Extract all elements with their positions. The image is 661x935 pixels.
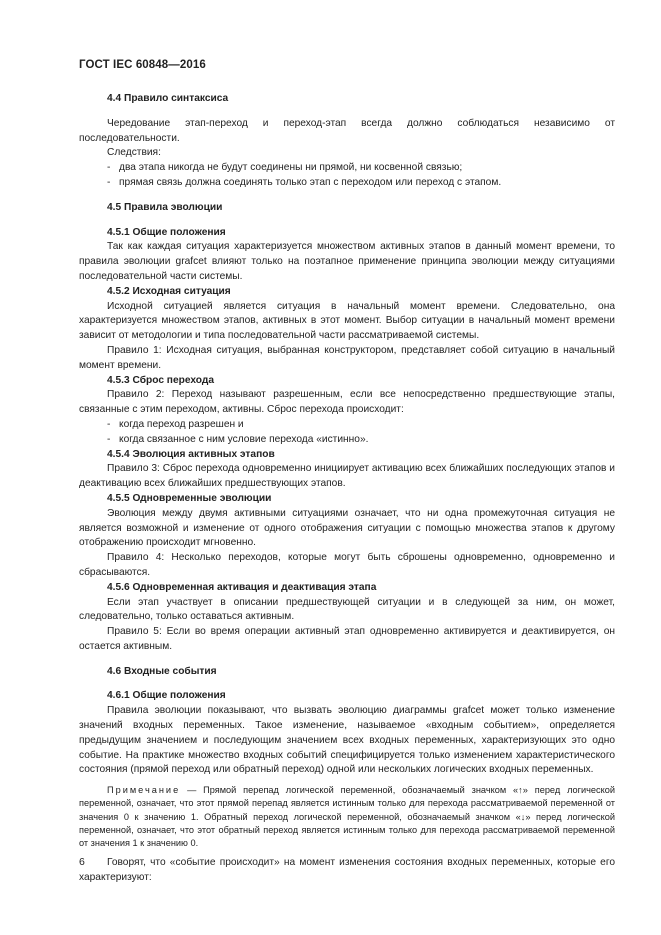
section-4-5-1-title: 4.5.1 Общие положения: [107, 226, 226, 238]
section-4-5-title: 4.5 Правила эволюции: [107, 201, 223, 213]
note-text: — Прямой перепад логической переменной, обозначаемый значком «↑» перед логической переменной, означает, что этот прямой перепад является истинным только для перехода рассматриваемой переменной от значения 0 к значению 1. Обратный переход логической переменной, обозначаемый значком «↓» перед логической переменной, означает, что этот обратный переход является истинным только для перехода рассматриваемой переменной от значения 1 к значению 0.: [79, 785, 615, 849]
paragraph: Исходной ситуацией является ситуация в начальный момент времени. Следовательно, она характеризуется множеством этапов, активных в этот момент. Выбор ситуации в начальный момент времени зависит от методологии и типа последовательной части рассматриваемой системы.: [79, 300, 615, 342]
note: [79, 784, 615, 850]
paragraph: Говорят, что «событие происходит» на момент изменения состояния входных переменных, которые его характеризуют:: [79, 857, 615, 884]
paragraph: Правило 1: Исходная ситуация, выбранная конструктором, представляет собой ситуацию в начальный момент времени.: [79, 344, 615, 371]
list-item: - два этапа никогда не будут соединены ни прямой, ни косвенной связью;: [79, 161, 615, 176]
paragraph: Если этап участвует в описании предшествующей ситуации и в следующей за ним, он может, следовательно, только оставаться активным.: [79, 596, 615, 623]
paragraph: Чередование этап-переход и переход-этап всегда должно соблюдаться независимо от последовательности.: [79, 117, 615, 144]
section-4-5-5-title: 4.5.5 Одновременные эволюции: [107, 492, 272, 504]
list-item: - когда переход разрешен и: [79, 418, 615, 433]
section-4-4-title: 4.4 Правило синтаксиса: [107, 93, 229, 104]
section-4-5-6-title: 4.5.6 Одновременная активация и деактивация этапа: [107, 581, 377, 593]
list-item: - когда связанное с ним условие перехода «истинно».: [79, 433, 615, 448]
paragraph: Правило 3: Сброс перехода одновременно инициирует активацию всех ближайших последующих этапов и деактивацию всех ближайших предшествующих этапов.: [79, 463, 615, 490]
list-item: - прямая связь должна соединять только этап с переходом или переход с этапом.: [79, 176, 615, 191]
dash-marker: -: [107, 162, 111, 174]
paragraph: Правила эволюции показывают, что вызвать эволюцию диаграммы grafcet может только изменение значений входных переменных. Такое изменение, называемое «входным событием», определяется предыдущим значением и последующим значением всех входных переменных, характеризующих это одно событие. На практике множество входных событий специфицируется только изменением характеристического состояния (прямой переход или обратный переход) одной или нескольких логических входных переменных.: [79, 705, 615, 776]
section-4-5-3-title: 4.5.3 Сброс перехода: [107, 374, 215, 386]
section-4-5-4-title: 4.5.4 Эволюция активных этапов: [107, 448, 275, 460]
document-body: [79, 92, 615, 886]
document-header: ГОСТ IEC 60848—2016: [79, 59, 206, 71]
dash-marker: -: [107, 418, 111, 430]
paragraph: Так как каждая ситуация характеризуется множеством активных этапов в данный момент времени, то правила эволюции grafcet влияют только на поэтапное применение принципа эволюции между ситуациями последовательной части системы.: [79, 241, 615, 282]
paragraph: Правило 4: Несколько переходов, которые могут быть сброшены одновременно, одновременно и сбрасываются.: [79, 552, 615, 578]
paragraph: Эволюция между двумя активными ситуациями означает, что ни одна промежуточная ситуация не является возможной и изменение от одного отображения ситуации с помощью множества этапов к другому отображению происходит мгновенно.: [79, 507, 615, 549]
paragraph: Правило 2: Переход называют разрешенным, если все непосредственно предшествующие этапы, связанные с этим переходом, активны. Сброс перехода происходит:: [79, 389, 615, 416]
section-4-6-1-title: 4.6.1 Общие положения: [107, 690, 226, 702]
paragraph: Следствия:: [107, 147, 161, 159]
paragraph: Правило 5: Если во время операции активный этап одновременно активируется и деактивируется, он остается активным.: [79, 626, 615, 652]
page-number: 6: [79, 856, 85, 868]
section-4-6-title: 4.6 Входные события: [107, 665, 217, 677]
dash-marker: -: [107, 433, 111, 445]
section-4-5-2-title: 4.5.2 Исходная ситуация: [107, 285, 231, 297]
dash-marker: -: [107, 176, 111, 188]
note-label: Примечание: [107, 785, 181, 796]
